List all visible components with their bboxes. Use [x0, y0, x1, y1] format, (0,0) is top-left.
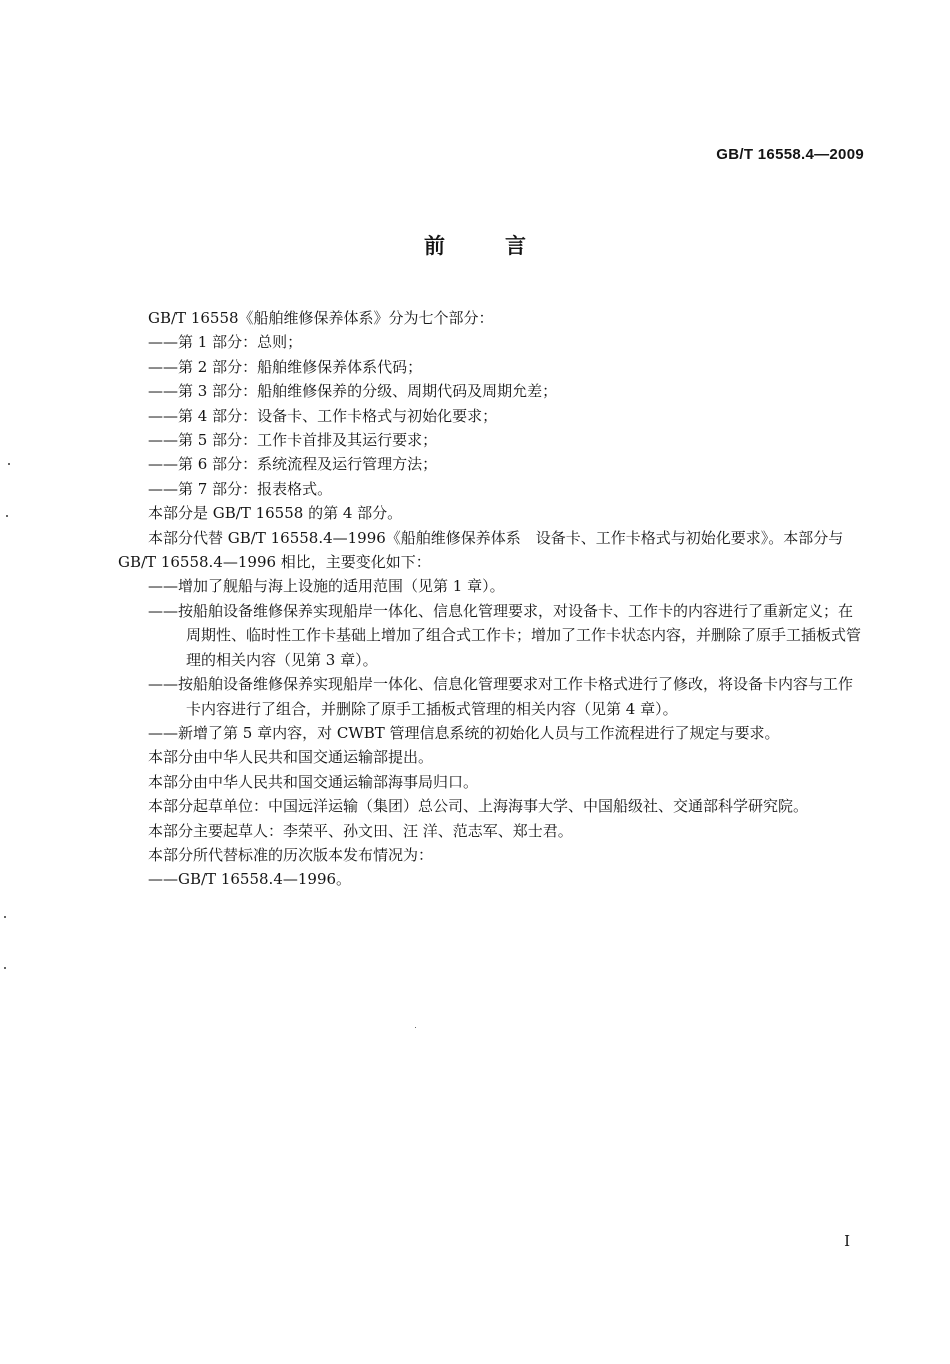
proposed-by-paragraph: 本部分由中华人民共和国交通运输部提出。: [148, 748, 434, 767]
part-list-item: ——第 5 部分：工作卡首排及其运行要求；: [148, 431, 438, 450]
part-list-item: ——第 2 部分：船舶维修保养体系代码；: [148, 357, 423, 376]
this-part-paragraph: 本部分是 GB/T 16558 的第 4 部分。: [148, 504, 403, 523]
history-list-item: ——GB/T 16558.4—1996。: [148, 870, 352, 889]
drafters-paragraph: 本部分主要起草人：李荣平、孙文田、汪 洋、范志军、郑士君。: [148, 821, 573, 840]
part-list-item: ——第 4 部分：设备卡、工作卡格式与初始化要求；: [148, 406, 498, 425]
page-number: I: [844, 1232, 850, 1250]
managed-by-paragraph: 本部分由中华人民共和国交通运输部海事局归口。: [148, 772, 479, 791]
part-list-item: ——第 1 部分：总则；: [148, 333, 303, 352]
change-list-item: ——按船舶设备维修保养实现船岸一体化、信息化管理要求，对设备卡、工作卡的内容进行了重新定义；在周期性、临时性工作卡基础上增加了组合式工作卡；增加了工作卡状态内容，并删除了原手工插板式管理的相关内容（见第 3 章）。: [148, 601, 862, 669]
page-title: 前言: [424, 234, 586, 258]
scan-speck: [4, 916, 6, 918]
part-list-item: ——第 3 部分：船舶维修保养的分级、周期代码及周期允差；: [148, 382, 558, 401]
change-list-item: ——新增了第 5 章内容，对 CWBT 管理信息系统的初始化人员与工作流程进行了规定与要求。: [148, 723, 780, 742]
part-list-item: ——第 6 部分：系统流程及运行管理方法；: [148, 455, 438, 474]
change-list-item: ——按船舶设备维修保养实现船岸一体化、信息化管理要求对工作卡格式进行了修改，将设备卡内容与工作卡内容进行了组合，并删除了原手工插板式管理的相关内容（见第 4 章）。: [148, 675, 854, 718]
standard-number: GB/T 16558.4—2009: [716, 146, 864, 163]
scan-speck: [4, 967, 6, 969]
part-list-item: ——第 7 部分：报表格式。: [148, 479, 333, 498]
history-intro-paragraph: 本部分所代替标准的历次版本发布情况为：: [148, 845, 434, 864]
change-list-item: ——增加了舰船与海上设施的适用范围（见第 1 章）。: [148, 577, 505, 596]
scan-speck: [6, 515, 8, 517]
intro-paragraph: GB/T 16558《船舶维修保养体系》分为七个部分：: [148, 309, 494, 327]
scan-speck: [415, 1027, 416, 1028]
scan-speck: [8, 463, 10, 465]
replaces-paragraph: 本部分代替 GB/T 16558.4—1996《船舶维修保养体系 设备卡、工作卡格式与初始化要求》。本部分与 GB/T 16558.4—1996 相比，主要变化如下：: [118, 528, 844, 572]
drafting-units-paragraph: 本部分起草单位：中国远洋运输（集团）总公司、上海海事大学、中国船级社、交通部科学研究院。: [148, 797, 809, 816]
foreword-body: [118, 306, 864, 892]
